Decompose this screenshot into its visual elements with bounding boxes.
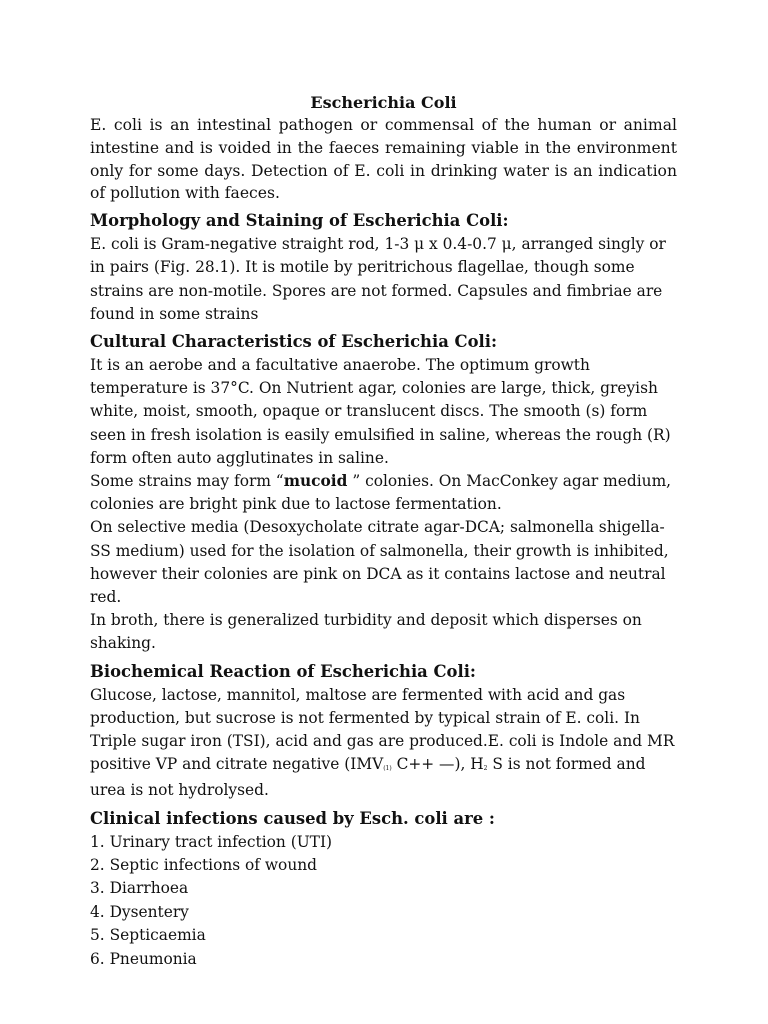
cultural-paragraph-2-after: ” colonies. On MacConkey agar medium, colonies are bright pink due to lactose fermentation. xyxy=(90,472,672,514)
cultural-paragraph-1: It is an aerobe and a facultative anaerobe. The optimum growth temperature is 37°C. On Nutrient agar, colonies are large, thick, greyish white, moist, smooth, opaque or translucent discs. The smooth (s) form seen in fresh isolation is easily emulsified in saline, whereas the rough (R) form often auto agglutinates in saline. xyxy=(90,356,671,467)
biochemical-paragraph xyxy=(90,684,677,803)
list-item: 3. Diarrhoea xyxy=(90,879,189,898)
biochemical-text-1: Glucose, lactose, mannitol, maltose are fermented with acid and gas production, but sucrose is not fermented by typical strain of E. coli. In Triple sugar iron (TSI), acid and gas are produced.E. coli is Indole and MR positive VP and citrate negative (IMV xyxy=(90,685,675,774)
biochemical-text-2: C++ —), H xyxy=(391,755,484,774)
cultural-paragraph-2 xyxy=(90,470,677,516)
clinical-infections-list xyxy=(90,831,677,971)
h2s-subscript: 2 xyxy=(483,765,488,773)
mucoid-term: mucoid xyxy=(283,472,348,491)
morphology-paragraph: E. coli is Gram-negative straight rod, 1-3 μ x 0.4-0.7 μ, arranged singly or in pairs (Fig. 28.1). It is motile by peritrichous flagellae, though some strains are non-motile. Spores are not formed. Capsules and fimbriae are found in some strains xyxy=(90,235,666,323)
cultural-paragraph-2-before: Some strains may form “ xyxy=(90,472,284,491)
morphology-heading: Morphology and Staining of Escherichia Coli: xyxy=(90,211,509,231)
list-item: 2. Septic infections of wound xyxy=(90,856,318,875)
list-item: 6. Pneumonia xyxy=(90,949,197,968)
cultural-paragraph-4: In broth, there is generalized turbidity and deposit which disperses on shaking. xyxy=(90,611,642,653)
document-title: Escherichia Coli xyxy=(310,93,457,112)
document-content xyxy=(90,92,677,971)
biochemical-text-3: S is not formed and urea is not hydrolysed. xyxy=(90,755,646,800)
list-item: 5. Septicaemia xyxy=(90,926,206,945)
cultural-paragraph-3: On selective media (Desoxycholate citrate agar-DCA; salmonella shigella-SS medium) used for the isolation of salmonella, their growth is inhibited, however their colonies are pink on DCA as it contains lactose and neutral red. xyxy=(90,518,669,607)
list-item: 4. Dysentery xyxy=(90,902,189,921)
clinical-heading: Clinical infections caused by Esch. coli are : xyxy=(90,808,495,828)
intro-paragraph: E. coli is an intestinal pathogen or commensal of the human or animal intestine and is voided in the faeces remaining viable in the environment only for some days. Detection of E. coli in drinking water is an indication of pollution with faeces. xyxy=(90,116,677,203)
imv-subscript: (1) xyxy=(383,765,392,773)
cultural-heading: Cultural Characteristics of Escherichia Coli: xyxy=(90,332,498,351)
list-item: 1. Urinary tract infection (UTI) xyxy=(90,832,333,851)
biochemical-heading: Biochemical Reaction of Escherichia Coli: xyxy=(90,661,476,681)
